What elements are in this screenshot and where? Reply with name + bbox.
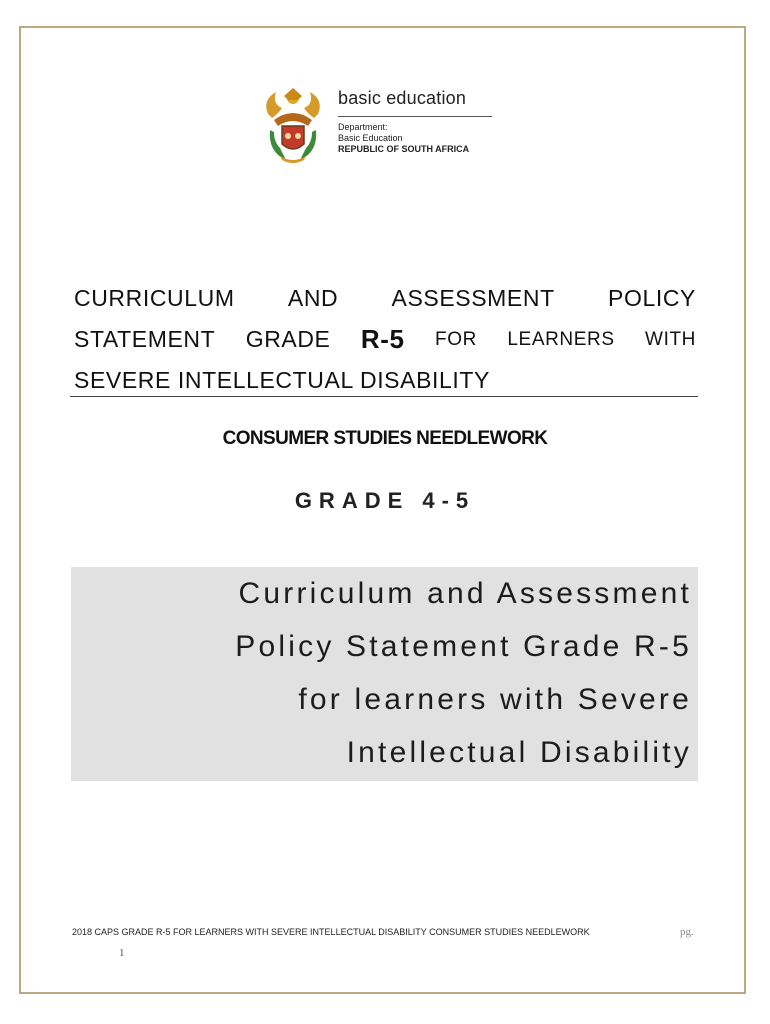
title-word: LEARNERS xyxy=(507,329,615,350)
title-word: SEVERE xyxy=(74,367,171,393)
logo-title: basic education xyxy=(338,88,467,108)
title-word: ASSESSMENT xyxy=(391,285,555,311)
title-box-line: Intellectual Disability xyxy=(346,736,692,769)
title-word: POLICY xyxy=(608,285,696,311)
logo-department xyxy=(338,122,469,155)
title-word: FOR xyxy=(435,329,477,350)
logo-dept-line1: Department: xyxy=(338,122,388,132)
title-word: GRADE xyxy=(245,326,331,352)
title-divider xyxy=(70,396,698,397)
title-box xyxy=(71,567,698,781)
title-box-line: for learners with Severe xyxy=(298,683,692,716)
title-word: DISABILITY xyxy=(359,367,490,393)
footer-text: 2018 CAPS GRADE R-5 FOR LEARNERS WITH SEVERE INTELLECTUAL DISABILITY CONSUMER STUDIES NEEDLEWORK xyxy=(72,927,590,937)
logo-dept-line2: Basic Education xyxy=(338,133,403,143)
title-box-line: Policy Statement Grade R-5 xyxy=(235,630,692,663)
document-title xyxy=(74,278,696,401)
title-word: STATEMENT xyxy=(74,326,216,352)
title-word: WITH xyxy=(645,329,696,350)
title-word: AND xyxy=(287,285,339,311)
footer-pg-label: pg. xyxy=(680,926,694,938)
title-word: CURRICULUM xyxy=(74,285,235,311)
department-logo xyxy=(258,86,498,166)
title-line-3 xyxy=(74,360,696,401)
title-line-1 xyxy=(74,278,696,319)
subject-heading: CONSUMER STUDIES NEEDLEWORK xyxy=(222,428,548,449)
title-box-line: Curriculum and Assessment xyxy=(238,577,692,610)
coat-of-arms-icon xyxy=(258,86,328,166)
logo-country: REPUBLIC OF SOUTH AFRICA xyxy=(338,144,470,154)
title-box-text xyxy=(92,567,692,779)
logo-divider xyxy=(338,116,492,117)
title-word: R-5 xyxy=(360,324,405,354)
grade-heading: GRADE 4-5 xyxy=(294,488,476,513)
title-line-2 xyxy=(74,319,696,360)
title-word: INTELLECTUAL xyxy=(177,367,353,393)
page-number: 1 xyxy=(119,947,125,959)
